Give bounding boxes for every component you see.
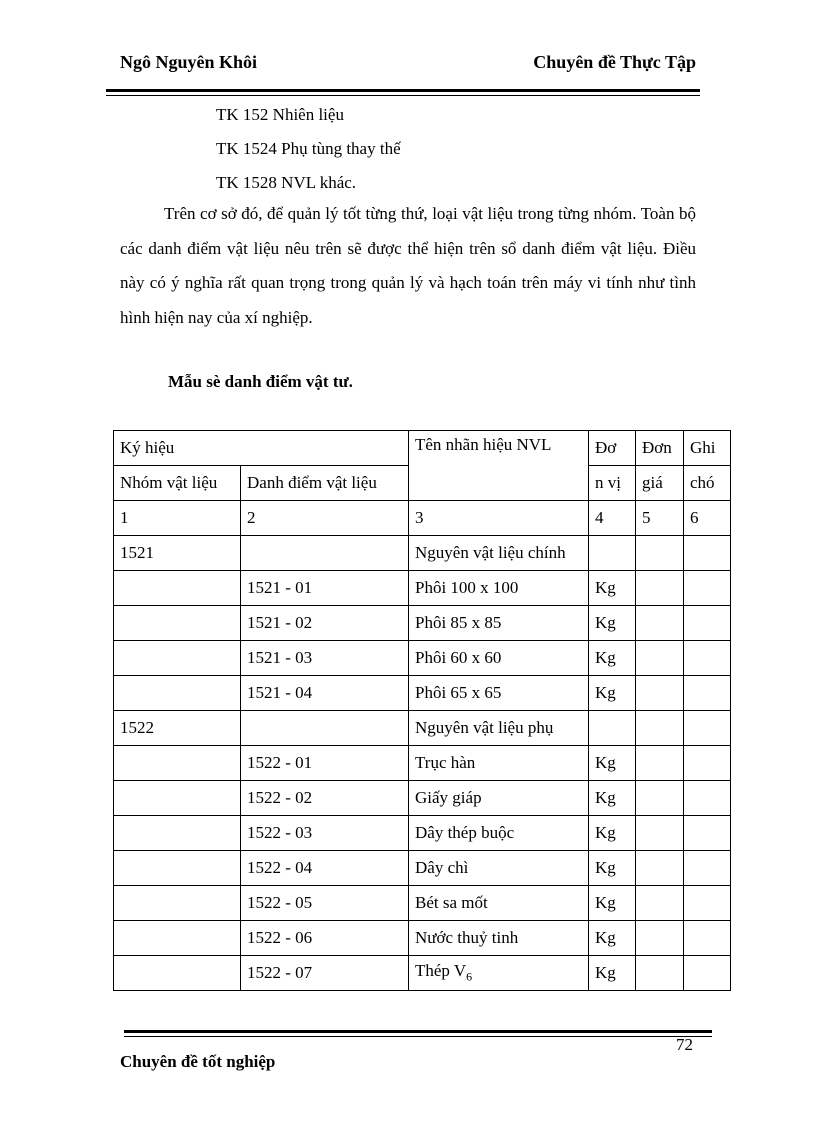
- page-header: [120, 52, 696, 78]
- cell-nhom-vat-lieu: 1522: [114, 711, 241, 746]
- cell-don-gia: [636, 781, 684, 816]
- header-ten-nhan-hieu: Tên nhãn hiệu NVL: [409, 431, 589, 501]
- table-row: [114, 746, 731, 781]
- cell-ten-subscript: 6: [466, 969, 473, 984]
- cell-don-vi: Kg: [589, 606, 636, 641]
- section-title: Mẫu sè danh điểm vật tư.: [168, 372, 353, 391]
- header-rule-thin: [106, 95, 700, 96]
- cell-don-vi: Kg: [589, 676, 636, 711]
- cell-ten-nhan-hieu: Dây chì: [409, 851, 589, 886]
- cell-ghi-chu: [684, 641, 731, 676]
- cell-danh-diem: 1521 - 03: [241, 641, 409, 676]
- header-don-vi-1: Đơ: [589, 431, 636, 466]
- cell-don-gia: [636, 746, 684, 781]
- cell-nhom-vat-lieu: [114, 921, 241, 956]
- cell-don-gia: [636, 571, 684, 606]
- cell-don-gia: [636, 641, 684, 676]
- table-row: [114, 711, 731, 746]
- cell-don-vi: Kg: [589, 956, 636, 991]
- cell-danh-diem: 1521 - 04: [241, 676, 409, 711]
- cell-danh-diem: 1521 - 02: [241, 606, 409, 641]
- cell-ghi-chu: [684, 886, 731, 921]
- table-index-row: [114, 501, 731, 536]
- cell-nhom-vat-lieu: [114, 676, 241, 711]
- cell-ghi-chu: [684, 956, 731, 991]
- cell-don-vi: Kg: [589, 816, 636, 851]
- footer-rule-thick: [124, 1030, 712, 1033]
- header-don-gia-1: Đơn: [636, 431, 684, 466]
- cell-danh-diem: 1522 - 03: [241, 816, 409, 851]
- cell-don-vi: Kg: [589, 921, 636, 956]
- cell-don-gia: [636, 886, 684, 921]
- cell-nhom-vat-lieu: [114, 606, 241, 641]
- cell-ghi-chu: [684, 676, 731, 711]
- cell-don-vi: [589, 536, 636, 571]
- footer-rule-thin: [124, 1036, 712, 1037]
- body-paragraph: Trên cơ sở đó, để quản lý tốt từng thứ, loại vật liệu trong từng nhóm. Toàn bộ các danh điểm vật liệu nêu trên sẽ được thể hiện trên sổ danh điểm vật liệu. Điều này có ý nghĩa rất quan trọng trong quản lý và hạch toán trên máy vi tính như tình hình hiện nay của xí nghiệp.: [120, 204, 696, 327]
- cell-ghi-chu: [684, 711, 731, 746]
- cell-ten-nhan-hieu: Dây thép buộc: [409, 816, 589, 851]
- header-title: Chuyên đề Thực Tập: [533, 52, 696, 72]
- cell-don-gia: [636, 711, 684, 746]
- cell-don-vi: Kg: [589, 746, 636, 781]
- cell-ten-nhan-hieu: [409, 956, 589, 991]
- cell-don-gia: [636, 816, 684, 851]
- page-number: 72: [676, 1035, 693, 1054]
- cell-ten-text: Thép V: [415, 961, 467, 981]
- index-cell: 4: [589, 501, 636, 536]
- cell-danh-diem: 1522 - 04: [241, 851, 409, 886]
- cell-nhom-vat-lieu: 1521: [114, 536, 241, 571]
- cell-don-gia: [636, 921, 684, 956]
- cell-ghi-chu: [684, 746, 731, 781]
- cell-don-vi: Kg: [589, 886, 636, 921]
- header-ghi-chu-2: chó: [684, 466, 731, 501]
- cell-danh-diem: [241, 536, 409, 571]
- index-cell: 1: [114, 501, 241, 536]
- cell-ten-nhan-hieu: Phôi 60 x 60: [409, 641, 589, 676]
- cell-don-gia: [636, 676, 684, 711]
- cell-don-vi: Kg: [589, 641, 636, 676]
- index-cell: 3: [409, 501, 589, 536]
- cell-danh-diem: 1522 - 06: [241, 921, 409, 956]
- cell-nhom-vat-lieu: [114, 746, 241, 781]
- cell-don-vi: Kg: [589, 781, 636, 816]
- index-cell: 2: [241, 501, 409, 536]
- cell-ghi-chu: [684, 921, 731, 956]
- cell-don-gia: [636, 851, 684, 886]
- cell-ten-nhan-hieu: Nước thuỷ tinh: [409, 921, 589, 956]
- cell-nhom-vat-lieu: [114, 816, 241, 851]
- list-item: TK 1528 NVL khác.: [216, 173, 357, 192]
- table-row: [114, 536, 731, 571]
- cell-nhom-vat-lieu: [114, 886, 241, 921]
- cell-ten-nhan-hieu: Phôi 100 x 100: [409, 571, 589, 606]
- cell-ghi-chu: [684, 816, 731, 851]
- cell-don-vi: Kg: [589, 851, 636, 886]
- header-nhom-vat-lieu: Nhóm vật liệu: [114, 466, 241, 501]
- table-row: [114, 606, 731, 641]
- cell-ten-nhan-hieu: Nguyên vật liệu phụ: [409, 711, 589, 746]
- cell-ten-nhan-hieu: Phôi 65 x 65: [409, 676, 589, 711]
- header-author: Ngô Nguyên Khôi: [120, 52, 258, 72]
- cell-danh-diem: 1522 - 02: [241, 781, 409, 816]
- cell-don-vi: [589, 711, 636, 746]
- list-item: TK 1524 Phụ tùng thay thế: [216, 139, 401, 158]
- materials-table: [113, 430, 731, 991]
- cell-nhom-vat-lieu: [114, 851, 241, 886]
- cell-danh-diem: 1522 - 07: [241, 956, 409, 991]
- cell-don-gia: [636, 956, 684, 991]
- cell-don-gia: [636, 536, 684, 571]
- list-item: TK 152 Nhiên liệu: [216, 105, 344, 124]
- footer-text: Chuyên đề tốt nghiệp: [120, 1052, 276, 1071]
- table-row: [114, 641, 731, 676]
- cell-ghi-chu: [684, 851, 731, 886]
- cell-danh-diem: [241, 711, 409, 746]
- cell-don-vi: Kg: [589, 571, 636, 606]
- table-row: [114, 781, 731, 816]
- cell-nhom-vat-lieu: [114, 781, 241, 816]
- table-row: [114, 571, 731, 606]
- cell-nhom-vat-lieu: [114, 571, 241, 606]
- cell-ghi-chu: [684, 781, 731, 816]
- header-danh-diem: Danh điểm vật liệu: [241, 466, 409, 501]
- cell-danh-diem: 1521 - 01: [241, 571, 409, 606]
- header-ky-hieu: Ký hiệu: [114, 431, 409, 466]
- cell-ghi-chu: [684, 536, 731, 571]
- cell-ten-nhan-hieu: Trục hàn: [409, 746, 589, 781]
- cell-nhom-vat-lieu: [114, 641, 241, 676]
- cell-danh-diem: 1522 - 05: [241, 886, 409, 921]
- table-header-row: [114, 431, 731, 466]
- header-rule-thick: [106, 89, 700, 92]
- cell-danh-diem: 1522 - 01: [241, 746, 409, 781]
- index-cell: 5: [636, 501, 684, 536]
- table-row: [114, 816, 731, 851]
- cell-nhom-vat-lieu: [114, 956, 241, 991]
- header-don-gia-2: giá: [636, 466, 684, 501]
- cell-ghi-chu: [684, 571, 731, 606]
- table-row: [114, 851, 731, 886]
- header-don-vi-2: n vị: [589, 466, 636, 501]
- header-ghi-chu-1: Ghi: [684, 431, 731, 466]
- cell-ten-nhan-hieu: Phôi 85 x 85: [409, 606, 589, 641]
- table-row: [114, 921, 731, 956]
- table-row: [114, 886, 731, 921]
- table-row: [114, 956, 731, 991]
- cell-ghi-chu: [684, 606, 731, 641]
- cell-ten-nhan-hieu: Bét sa mốt: [409, 886, 589, 921]
- table-row: [114, 676, 731, 711]
- cell-ten-nhan-hieu: Nguyên vật liệu chính: [409, 536, 589, 571]
- index-cell: 6: [684, 501, 731, 536]
- cell-don-gia: [636, 606, 684, 641]
- cell-ten-nhan-hieu: Giấy giáp: [409, 781, 589, 816]
